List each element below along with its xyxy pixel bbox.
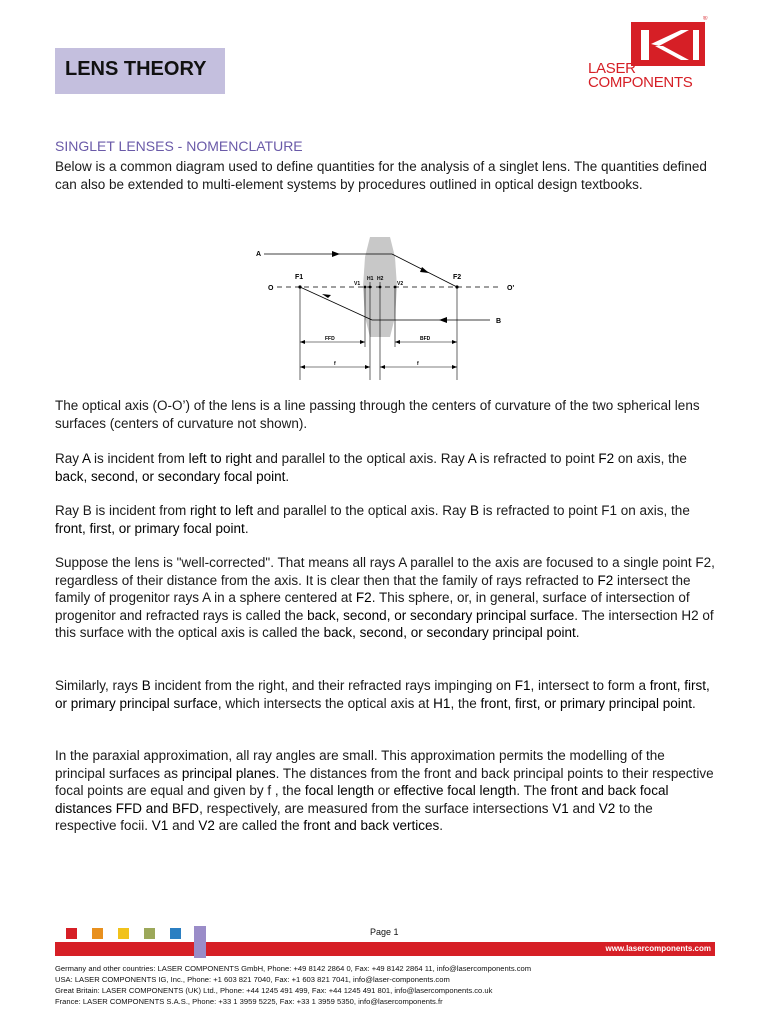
label-b: B <box>496 318 502 325</box>
page-number: Page 1 <box>370 927 399 937</box>
footer-purple-bar <box>194 926 206 958</box>
title-box <box>55 48 225 94</box>
logo-text <box>588 62 693 90</box>
label-h2: H2 <box>377 276 384 282</box>
label-h1: H1 <box>367 276 374 282</box>
color-square-4 <box>144 928 155 939</box>
label-f2: F2 <box>453 274 462 281</box>
footer-line-germany: Germany and other countries: LASER COMPONENTS GmbH, Phone: +49 8142 2864 0, Fax: +49 8142 2864 11, info@lasercomponents.com <box>55 964 532 973</box>
label-f-right: f <box>417 361 419 367</box>
label-ffd: FFD <box>325 336 335 342</box>
page-title: LENS THEORY <box>65 58 207 80</box>
label-f-left: f <box>334 361 336 367</box>
label-v1: V1 <box>354 281 361 287</box>
color-square-1 <box>66 928 77 939</box>
label-bfd: BFD <box>420 336 431 342</box>
label-a: A <box>256 251 262 258</box>
logo-line2: COMPONENTS <box>588 74 693 91</box>
color-square-5 <box>170 928 181 939</box>
paragraph-ray-a: Ray A is incident from left to right and parallel to the optical axis. Ray A is refracted to point F2 on axis, the back, second, or secondary focal point. <box>55 451 687 484</box>
ray-b-refracted <box>300 287 372 320</box>
website-link[interactable]: www.lasercomponents.com <box>605 944 711 953</box>
label-v2: V2 <box>397 281 404 287</box>
paragraph-paraxial: In the paraxial approximation, all ray angles are small. This approximation permits the modelling of the principal surfaces as principal planes. The distances from the front and back principal points to their respective focal points are equal and given by f , the focal length or effective focal length. The front and back focal distances FFD and BFD, respectively, are measured from the surface intersections V1 and V2 to the respective focii. V1 and V2 are called the front and back vertices. <box>55 748 714 833</box>
paragraph-well-corrected: Suppose the lens is "well-corrected". That means all rays A parallel to the axis are focused to a single point F2, regardless of their distance from the axis. It is clear then that the family of rays refracted to F2 intersect the family of progenitor rays A in a sphere centered at F2. This sphere, or, in general, surface of intersection of progenitor and refracted rays is called the back, second, or secondary principal surface. The intersection H2 of this surface with the optical axis is called the back, second, or secondary principal point. <box>55 555 715 640</box>
label-o: O <box>268 285 274 292</box>
footer-line-uk: Great Britain: LASER COMPONENTS (UK) Ltd., Phone: +44 1245 491 499, Fax: +44 1245 491 801, info@lasercomponents.co.uk <box>55 986 493 995</box>
footer-line-france: France: LASER COMPONENTS S.A.S., Phone: +33 1 3959 5225, Fax: +33 1 3959 5350, info@lasercomponents.fr <box>55 997 443 1006</box>
paragraph-similarly: Similarly, rays B incident from the right, and their refracted rays impinging on F1, intersect to form a front, first, or primary principal surface, which intersects the optical axis at H1, the front, first, or primary principal point. <box>55 678 710 711</box>
intro-paragraph: Below is a common diagram used to define quantities for the analysis of a singlet lens. The quantities defined can also be extended to multi-element systems by procedures outlined in optical design textbooks. <box>55 159 707 192</box>
singlet-lens-diagram <box>252 232 522 382</box>
registered-mark: ® <box>703 16 708 22</box>
footer-line-usa: USA: LASER COMPONENTS IG, Inc., Phone: +1 603 821 7040, Fax: +1 603 821 7041, info@laser-components.com <box>55 975 450 984</box>
color-square-3 <box>118 928 129 939</box>
color-square-2 <box>92 928 103 939</box>
logo-line1: LASER <box>588 60 636 77</box>
label-o-prime: O' <box>507 285 515 292</box>
paragraph-optical-axis: The optical axis (O-O’) of the lens is a line passing through the centers of curvature of the two spherical lens surfaces (centers of curvature not shown). <box>55 398 700 431</box>
section-title: SINGLET LENSES - NOMENCLATURE <box>55 138 303 154</box>
footer-red-bar <box>55 942 715 956</box>
paragraph-ray-b: Ray B is incident from right to left and parallel to the optical axis. Ray B is refracted to point F1 on axis, the front, first, or primary focal point. <box>55 503 690 536</box>
label-f1: F1 <box>295 274 304 281</box>
